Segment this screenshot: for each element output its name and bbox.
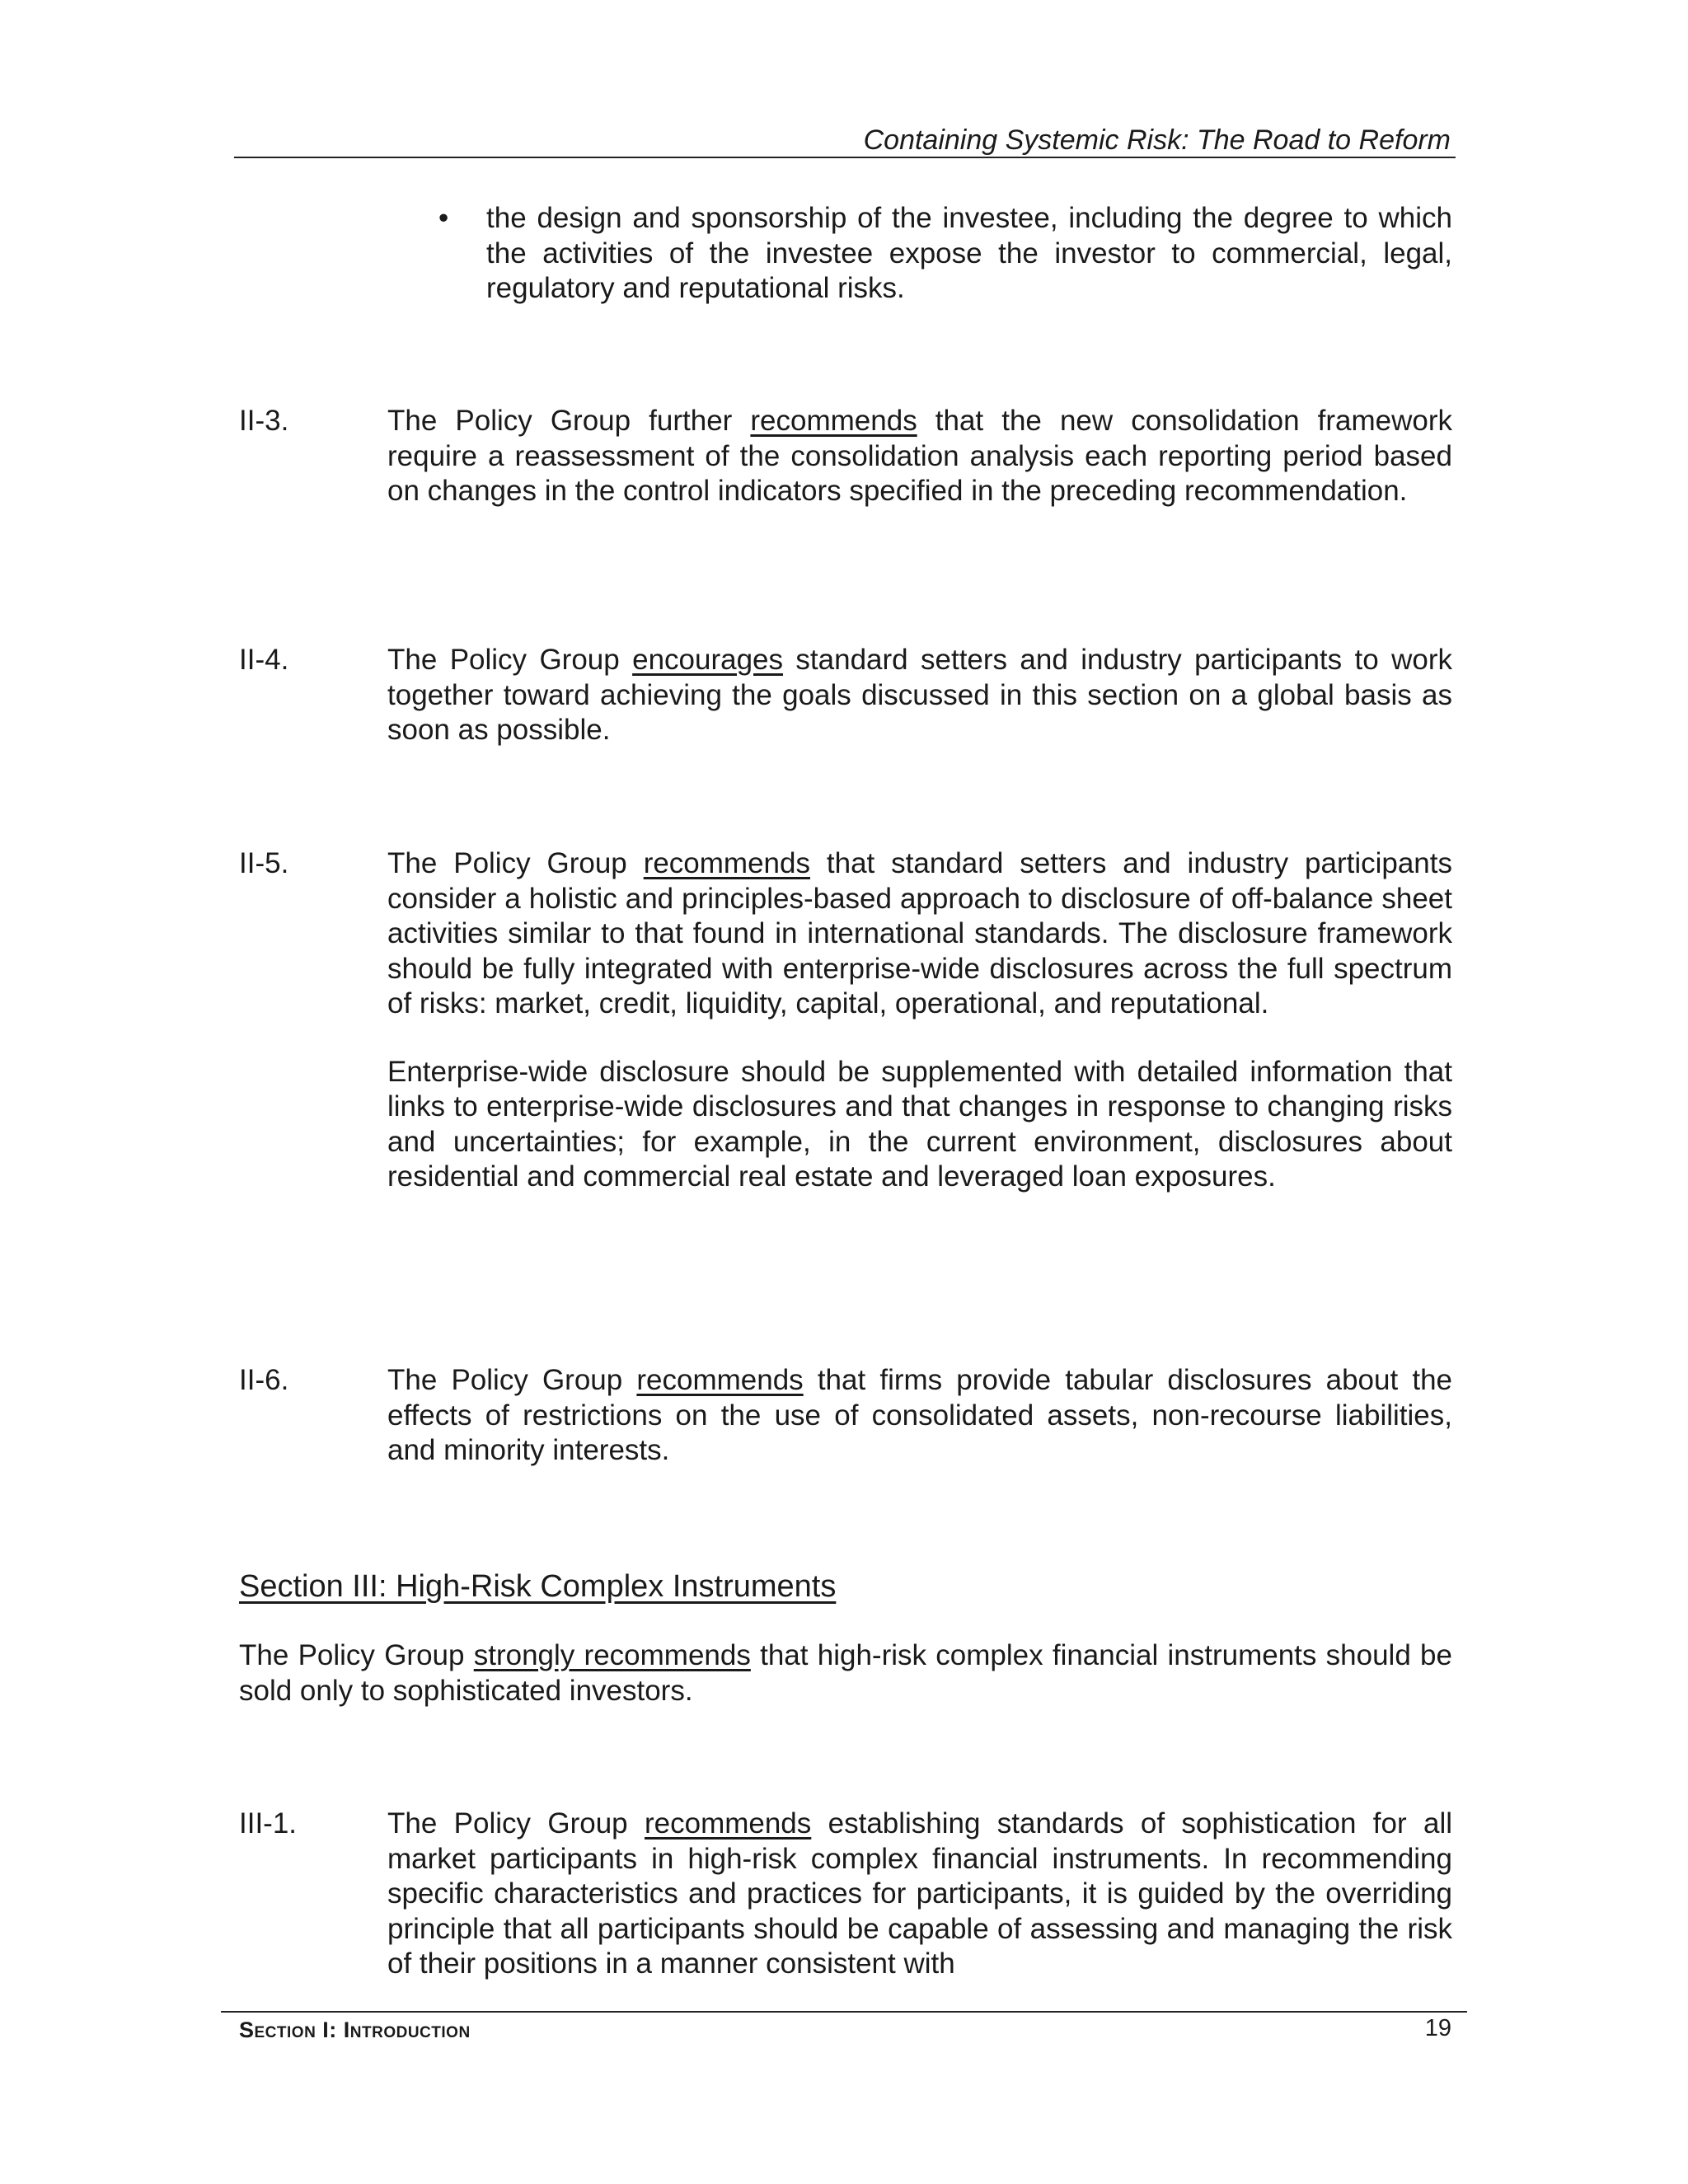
page-number: 19 — [1424, 2015, 1451, 2041]
footer-section-label: Section I: Introduction — [239, 2018, 471, 2042]
running-header: Containing Systemic Risk: The Road to Reform — [863, 124, 1451, 156]
header-rule — [234, 157, 1456, 158]
recommendation-verb: recommends — [643, 847, 810, 879]
recommendation-verb: recommends — [636, 1364, 804, 1396]
recommendation-number: II-6. — [239, 1364, 289, 1396]
recommendation-text: The Policy Group encourages standard setters and industry participants to work together toward achieving the goals discussed in this section on a global basis as soon as possible. — [387, 644, 1452, 746]
recommendation-text: The Policy Group further recommends that the new consolidation framework require a reassessment of the consolidation analysis each reporting period based on changes in the control indicators specified in the preceding recommendation. — [387, 405, 1452, 507]
recommendation-verb: recommends — [644, 1807, 812, 1840]
section-intro-verb: strongly recommends — [473, 1639, 751, 1671]
section-intro: The Policy Group strongly recommends that high-risk complex financial instruments should be sold only to sophisticated investors. — [239, 1639, 1452, 1707]
recommendation-number: II-3. — [239, 405, 289, 437]
bullet-icon: • — [438, 202, 449, 234]
recommendation-text: The Policy Group recommends that standard setters and industry participants consider a holistic and principles-based approach to disclosure of off-balance sheet activities similar to that found in international standards. The disclosure framework should be fully integrated with enterprise-wide disclosures across the full spectrum of risks: market, credit, liquidity, capital, operational, and reputational. — [387, 847, 1452, 1019]
recommendation-verb: encourages — [632, 644, 784, 676]
recommendation-number: II-5. — [239, 847, 289, 879]
recommendation-text: The Policy Group recommends establishing standards of sophistication for all market participants in high-risk complex financial instruments. In recommending specific characteristics and practices for participants, it is guided by the overriding principle that all participants should be capable of assessing and managing the risk of their positions in a manner consistent with — [387, 1807, 1453, 1980]
recommendation-number: II-4. — [239, 644, 289, 676]
recommendation-extra-text: Enterprise-wide disclosure should be supplemented with detailed information that links to enterprise-wide disclosures and that changes in response to changing risks and uncertainties; for example, in the current environment, disclosures about residential and commercial real estate and leveraged loan exposures. — [387, 1055, 1452, 1193]
recommendation-text: The Policy Group recommends that firms provide tabular disclosures about the effects of restrictions on the use of consolidated assets, non-recourse liabilities, and minority interests. — [387, 1364, 1452, 1466]
bullet-text: the design and sponsorship of the investee, including the degree to which the activities of the investee expose the investor to commercial, legal, regulatory and reputational risks. — [486, 202, 1452, 304]
footer-rule — [221, 2011, 1467, 2013]
section-heading: Section III: High-Risk Complex Instruments — [239, 1569, 837, 1604]
recommendation-verb: recommends — [750, 405, 917, 437]
recommendation-number: III-1. — [239, 1807, 298, 1840]
